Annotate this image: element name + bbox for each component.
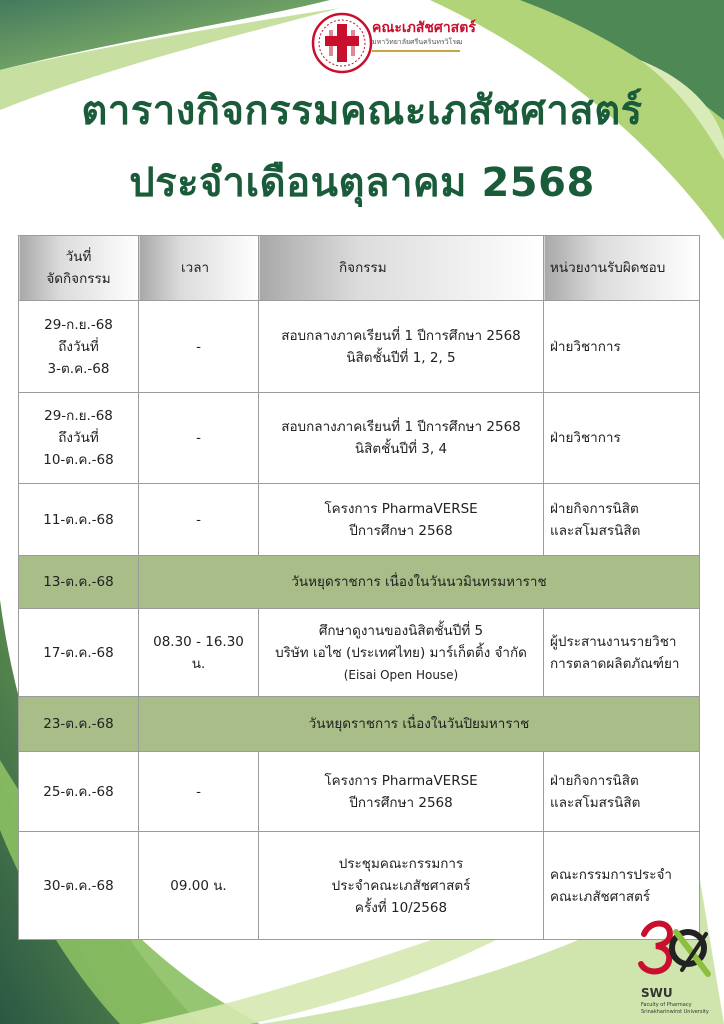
table-row bbox=[19, 609, 700, 697]
table-header-row bbox=[19, 236, 700, 301]
date-cell: 30-ต.ค.-68 bbox=[19, 832, 139, 940]
time-cell: - bbox=[139, 484, 259, 556]
swu-70-anniversary-icon bbox=[636, 912, 714, 984]
swu-logo bbox=[636, 912, 714, 1020]
header-unit: หน่วยงานรับผิดชอบ bbox=[544, 236, 700, 301]
table-row bbox=[19, 301, 700, 393]
time-cell: - bbox=[139, 393, 259, 484]
activity-cell: ประชุมคณะกรรมการ ประจำคณะเภสัชศาสตร์ ครั้งที่ 10/2568 bbox=[259, 832, 544, 940]
unit-cell: คณะกรรมการประจำ คณะเภสัชศาสตร์ bbox=[544, 832, 700, 940]
activity-cell: สอบกลางภาคเรียนที่ 1 ปีการศึกษา 2568 นิสิตชั้นปีที่ 3, 4 bbox=[259, 393, 544, 484]
date-cell: 29-ก.ย.-68 ถึงวันที่ 10-ต.ค.-68 bbox=[19, 393, 139, 484]
date-cell: 23-ต.ค.-68 bbox=[19, 697, 139, 752]
table-row bbox=[19, 752, 700, 832]
swu-subtitle: Faculty of Pharmacy Srinakharinwirot University bbox=[641, 1002, 709, 1015]
table-row bbox=[19, 832, 700, 940]
date-cell: 17-ต.ค.-68 bbox=[19, 609, 139, 697]
activity-cell: สอบกลางภาคเรียนที่ 1 ปีการศึกษา 2568 นิสิตชั้นปีที่ 1, 2, 5 bbox=[259, 301, 544, 393]
activity-schedule-table bbox=[18, 235, 700, 940]
header-time: เวลา bbox=[139, 236, 259, 301]
swu-name: SWU bbox=[641, 986, 673, 1000]
time-cell: - bbox=[139, 752, 259, 832]
time-cell: 09.00 น. bbox=[139, 832, 259, 940]
table-row bbox=[19, 484, 700, 556]
page-subtitle: ประจำเดือนตุลาคม 2568 bbox=[129, 160, 595, 206]
time-cell: 08.30 - 16.30 น. bbox=[139, 609, 259, 697]
holiday-cell: วันหยุดราชการ เนื่องในวันปิยมหาราช bbox=[139, 697, 700, 752]
holiday-row bbox=[19, 697, 700, 752]
unit-cell: ฝ่ายวิชาการ bbox=[544, 393, 700, 484]
activity-cell: โครงการ PharmaVERSE ปีการศึกษา 2568 bbox=[259, 752, 544, 832]
holiday-cell: วันหยุดราชการ เนื่องในวันนวมินทรมหาราช bbox=[139, 556, 700, 609]
date-cell: 13-ต.ค.-68 bbox=[19, 556, 139, 609]
activity-cell: ศึกษาดูงานของนิสิตชั้นปีที่ 5 บริษัท เอไซ (ประเทศไทย) มาร์เก็ตติ้ง จำกัด (Eisai Open House) bbox=[259, 609, 544, 697]
university-name: มหาวิทยาลัยศรีนครินทรวิโรฒ bbox=[372, 38, 463, 46]
logo-divider bbox=[372, 50, 460, 52]
date-cell: 11-ต.ค.-68 bbox=[19, 484, 139, 556]
page-title: ตารางกิจกรรมคณะเภสัชศาสตร์ bbox=[81, 88, 643, 134]
header-activity: กิจกรรม bbox=[259, 236, 544, 301]
table-row bbox=[19, 393, 700, 484]
unit-cell: ผู้ประสานงานรายวิชา การตลาดผลิตภัณฑ์ยา bbox=[544, 609, 700, 697]
faculty-logo-icon bbox=[311, 12, 373, 74]
unit-cell: ฝ่ายกิจการนิสิต และสโมสรนิสิต bbox=[544, 752, 700, 832]
header-date: วันที่ จัดกิจกรรม bbox=[19, 236, 139, 301]
holiday-row bbox=[19, 556, 700, 609]
unit-cell: ฝ่ายกิจการนิสิต และสโมสรนิสิต bbox=[544, 484, 700, 556]
time-cell: - bbox=[139, 301, 259, 393]
date-cell: 25-ต.ค.-68 bbox=[19, 752, 139, 832]
faculty-name: คณะเภสัชศาสตร์ bbox=[372, 20, 476, 36]
activity-cell: โครงการ PharmaVERSE ปีการศึกษา 2568 bbox=[259, 484, 544, 556]
unit-cell: ฝ่ายวิชาการ bbox=[544, 301, 700, 393]
date-cell: 29-ก.ย.-68 ถึงวันที่ 3-ต.ค.-68 bbox=[19, 301, 139, 393]
faculty-logo-text bbox=[372, 20, 476, 52]
